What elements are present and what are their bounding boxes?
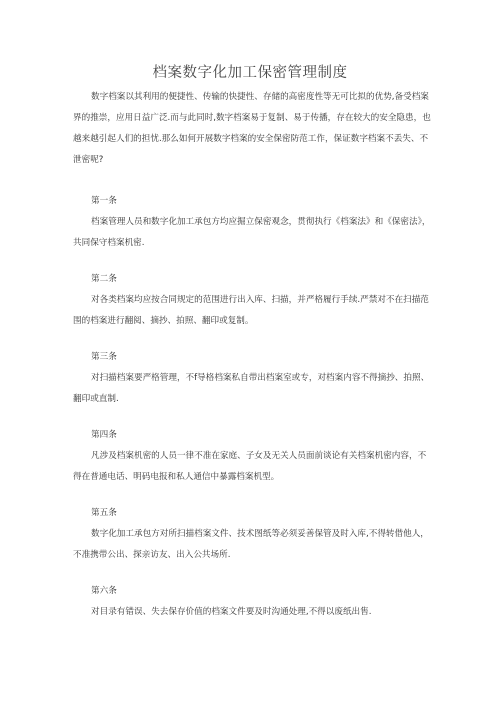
section-heading: 第一条 [91, 196, 117, 206]
section-1 [73, 191, 433, 254]
section-body: 数字化加工承包方对所扫描档案文件、技术图纸等必须妥善保管及时入库,不得转借他人，不准携带公出、探亲访友、出入公共场所. [73, 529, 429, 560]
section-heading: 第六条 [91, 586, 117, 596]
section-heading: 第三条 [91, 352, 117, 362]
section-body: 凡涉及档案机密的人员一律不准在家庭、子女及无关人员面前谈论有关档案机密内容，不得在普通电话、明码电报和私人通信中暴露档案机型。 [73, 451, 427, 482]
section-heading: 第四条 [91, 430, 117, 440]
section-3 [73, 347, 433, 410]
section-5 [73, 503, 433, 566]
section-heading: 第二条 [91, 274, 117, 284]
section-4 [73, 425, 433, 488]
intro-paragraph: 数字档案以其利用的便捷性、传输的快捷性、存储的高密度性等无可比拟的优势,备受档案界的推崇，应用日益广泛.而与此同时,数字档案易于复制、易于传播，存在较大的安全隐患，也越来越引起人们的担忧.那么如何开展数字档案的安全保密防范工作，保证数字档案不丢失、不泄密呢? [73, 92, 431, 165]
document-title: 档案数字化加工保密管理制度 [152, 65, 348, 81]
section-body: 对各类档案均应按合同规定的范围进行出入库、扫描，并严格履行手续.严禁对不在扫描范围的档案进行翻阅、摘抄、拍照、翻印或复制。 [73, 295, 429, 326]
section-body: 档案管理人员和数字化加工承包方均应掘立保密观念，贯彻执行《档案法》和《保密法》，共同保守档案机密. [73, 217, 431, 248]
section-body: 对扫描档案要严格管理，不f导格档案私自带出档案室或专，对档案内容不得摘抄、拍照、翻印或直制. [73, 373, 430, 404]
section-6 [73, 581, 433, 623]
section-heading: 第五条 [91, 508, 117, 518]
section-2 [73, 269, 433, 332]
section-body: 对目录有错误、失去保存价值的档案文件要及时沟通处理,不得以废纸出售. [91, 607, 372, 617]
intro-block [73, 87, 433, 171]
